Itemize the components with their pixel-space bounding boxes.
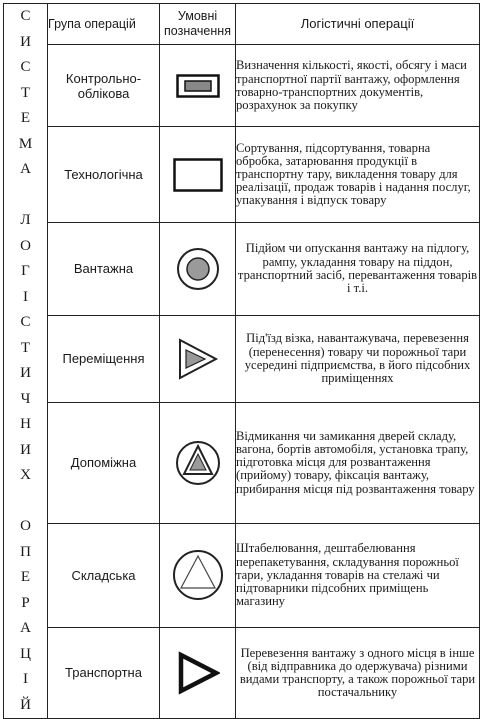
operations-text: Під'їзд візка, навантажувача, перевезення (перенесення) товару чи порожньої тари усередині підприємства, в його підсобних приміщеннях [236,315,480,402]
side-title-letter: С [20,8,31,24]
operations-text: Перевезення вантажу з одного місця в інше (від відправника до одержувача) різними видами транспорту, а також порожньої тари постачальнику [236,627,480,718]
symbol-cell [160,402,236,523]
header-row [4,4,480,45]
side-title-letter: І [23,288,28,305]
symbol-cell [160,222,236,315]
triangle-in-circle-icon [175,440,221,486]
header-operations: Логістичні операції [236,4,480,45]
operations-text: Штабелювання, дештабелювання перепакетування, складування порожньої тари, укладання товарів на стелажі чи підтоварники підсобних приміщень магазину [236,523,480,627]
side-title-letter: И [20,441,31,458]
table-row [4,222,480,315]
header-symbols: Умовні позначення [160,4,236,45]
side-title-letter: Х [20,467,31,483]
rectangle-icon [173,158,223,192]
operations-text: Визначення кількості, якості, обсягу і маси транспортної партії вантажу, оформлення товарно-транспортних документів, розрахунок за покупку [236,45,480,127]
side-title-letter: Г [21,263,30,279]
side-title-letter: О [20,237,31,254]
side-title-letter [4,489,47,515]
side-title-letter: С [20,59,31,75]
side-title-letter: І [23,671,28,687]
side-title-letter [4,183,47,209]
outline-triangle-in-circle-icon [172,549,224,601]
table-row [4,127,480,222]
side-title-letter: М [18,135,33,152]
side-title-letter: И [20,33,31,50]
side-title-letter: Т [20,84,31,101]
group-name: Допоміжна [48,402,160,523]
symbol-cell [160,627,236,718]
side-title-letter: Н [20,416,31,432]
table-row [4,45,480,127]
group-name: Вантажна [48,222,160,315]
symbol-cell [160,127,236,222]
side-title-letter: А [20,161,31,177]
symbol-cell [160,315,236,402]
bold-triangle-right-icon [176,651,220,695]
header-group: Група операцій [48,4,160,45]
side-title-letter: Л [20,212,31,228]
operations-text: Сортування, підсортування, товарна обробка, затарювання продукції в транспортну тару, викладення товару для реалізації, продаж товарів і надання послуг, упакування і відпуск товару [236,127,480,222]
side-title-letter: П [20,543,31,560]
side-title-letter: И [20,365,31,381]
symbol-cell [160,45,236,127]
operations-text: Відмикання чи замикання дверей складу, вагона, бортів автомобіля, установка трапу, підготовка місця для розвантаження (прийому) товару, фіксація вантажу, прибирання місця під розвантаження товару [236,402,480,523]
group-name: Транспортна [48,627,160,718]
side-title-letter: Ч [20,390,31,407]
side-title-letter: Е [20,569,31,585]
operations-text: Підйом чи опускання вантажу на підлогу, рампу, укладання товару на піддон, транспортний засіб, перевантаження товарів і т.і. [236,222,480,315]
side-title-letters [4,4,47,718]
side-title [4,4,48,719]
table-row [4,523,480,627]
group-name: Переміщення [48,315,160,402]
table-row [4,402,480,523]
group-name: Складська [48,523,160,627]
table-row [4,315,480,402]
side-title-letter: Й [20,696,31,713]
side-title-letter: Р [21,594,30,611]
filled-rectangle-icon [176,74,220,98]
group-name: Контрольно-облікова [48,45,160,127]
side-title-letter: Е [20,110,31,126]
side-title-letter: О [20,518,31,534]
side-title-letter: А [20,620,31,636]
symbol-cell [160,523,236,627]
side-title-letter: Ц [20,645,31,662]
side-title-letter: Т [20,339,31,356]
circle-icon [176,247,220,291]
logistics-operations-table [3,3,480,719]
group-name: Технологічна [48,127,160,222]
triangle-right-icon [176,337,220,381]
table-row [4,627,480,718]
side-title-letter: С [20,314,31,330]
